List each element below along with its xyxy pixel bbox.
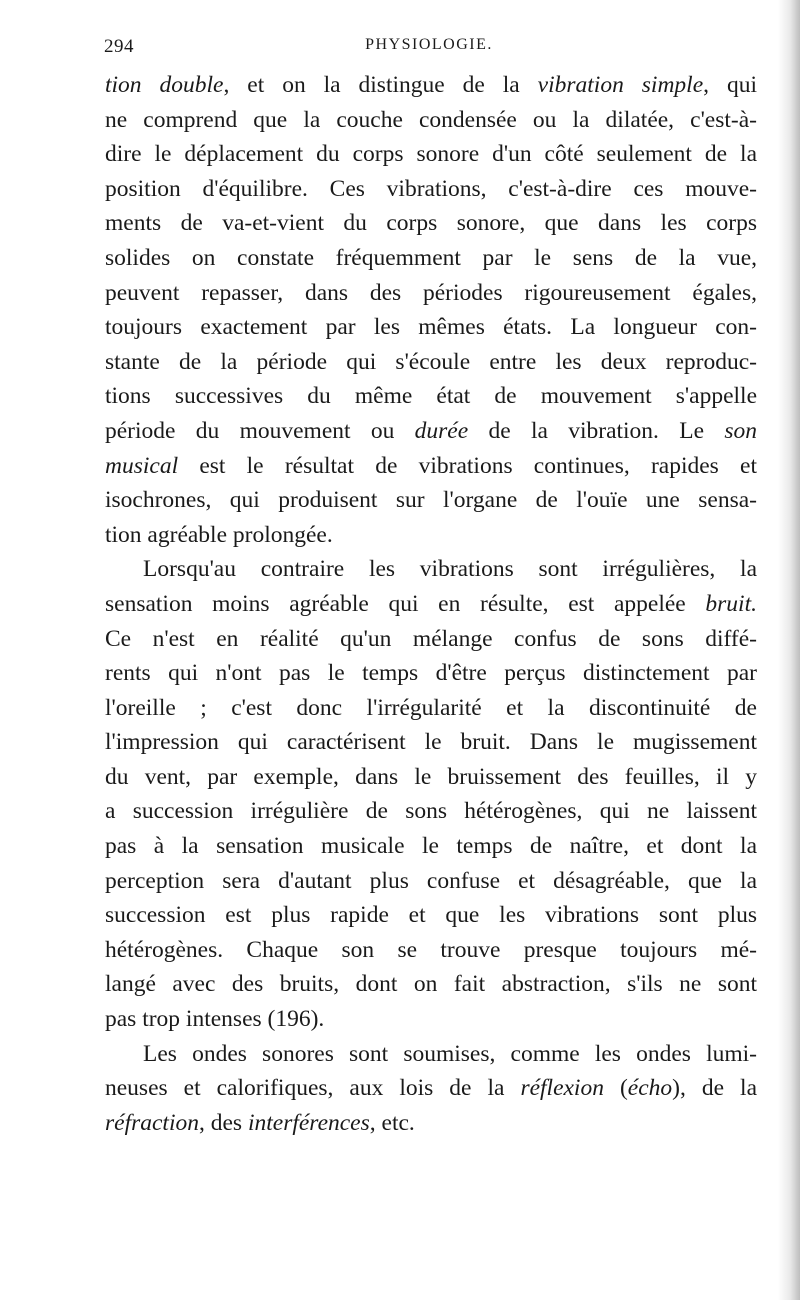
text-run: ), de la xyxy=(672,1075,757,1102)
text-run: isochrones, qui produisent sur l'organe de l'ouïe une sensa- xyxy=(105,487,757,514)
text-run: est le résultat de vibrations continues, rapides et xyxy=(178,452,757,479)
text-line xyxy=(105,483,757,518)
text-line xyxy=(105,829,757,864)
running-title: PHYSIOLOGIE. xyxy=(365,36,493,53)
text-line xyxy=(105,725,757,760)
text-run: Les ondes sonores sont soumises, comme les ondes lumi- xyxy=(143,1040,757,1067)
text-run: sensation moins agréable qui en résulte, est appelée xyxy=(105,590,706,617)
page-header xyxy=(104,36,754,62)
text-run: de la vibration. Le xyxy=(468,417,725,444)
text-run: ne comprend que la couche condensée ou la dilatée, c'est-à- xyxy=(105,106,757,133)
text-run: tion agréable prolongée. xyxy=(105,521,333,548)
text-line xyxy=(105,933,757,968)
text-line xyxy=(105,414,757,449)
text-run: neuses et calorifiques, aux lois de la xyxy=(105,1075,521,1102)
text-line xyxy=(105,345,757,380)
text-run: dire le déplacement du corps sonore d'un côté seulement de la xyxy=(105,141,757,168)
italic-term: tion double xyxy=(105,72,224,98)
italic-term: musical xyxy=(105,452,179,479)
text-run: ( xyxy=(603,1075,628,1102)
text-line xyxy=(105,552,757,587)
italic-term: interférences xyxy=(247,1109,370,1136)
paragraph-p3 xyxy=(105,1037,757,1141)
text-line xyxy=(105,1106,757,1141)
body-text xyxy=(105,68,757,1140)
paragraph-p1 xyxy=(105,68,757,552)
text-run: pas à la sensation musicale le temps de naître, et dont la xyxy=(105,833,757,860)
paragraph-p2 xyxy=(105,552,757,1036)
text-run: toujours exactement par les mêmes états. La longueur con- xyxy=(105,314,757,341)
text-run: a succession irrégulière de sons hétérogènes, qui ne laissent xyxy=(105,798,757,825)
text-line xyxy=(105,1002,757,1037)
text-run: du vent, par exemple, dans le bruissement des feuilles, il y xyxy=(105,763,757,790)
text-run: perception sera d'autant plus confuse et désagréable, que la xyxy=(105,867,757,894)
text-line xyxy=(105,518,757,553)
text-line xyxy=(105,1071,757,1106)
text-run: l'impression qui caractérisent le bruit. Dans le mugissement xyxy=(105,729,757,756)
italic-term: bruit. xyxy=(705,590,757,617)
text-line xyxy=(105,864,757,899)
text-run: , et on la distingue de la xyxy=(223,72,538,98)
italic-term: réfraction xyxy=(105,1109,199,1136)
text-run: Lorsqu'au contraire les vibrations sont irrégulières, la xyxy=(143,556,757,583)
text-run: position d'équilibre. Ces vibrations, c'est-à-dire ces mouve- xyxy=(105,175,757,202)
text-line xyxy=(105,103,757,138)
page-number: 294 xyxy=(104,36,134,57)
text-line xyxy=(105,449,757,484)
text-run: peuvent repasser, dans des périodes rigoureusement égales, xyxy=(105,279,757,306)
text-line xyxy=(105,276,757,311)
text-line xyxy=(105,137,757,172)
text-run: langé avec des bruits, dont on fait abstraction, s'ils ne sont xyxy=(105,971,757,998)
text-run: solides on constate fréquemment par le sens de la vue, xyxy=(105,244,757,271)
text-line xyxy=(105,760,757,795)
italic-term: écho xyxy=(627,1075,673,1102)
text-run: , qui xyxy=(703,72,757,98)
text-run: rents qui n'ont pas le temps d'être perçus distinctement par xyxy=(105,660,757,687)
text-line xyxy=(105,622,757,657)
text-line xyxy=(105,241,757,276)
text-line xyxy=(105,68,757,103)
text-line xyxy=(105,656,757,691)
text-run: succession est plus rapide et que les vibrations sont plus xyxy=(105,902,757,929)
italic-term: son xyxy=(724,417,757,444)
text-line xyxy=(105,206,757,241)
text-run: l'oreille ; c'est donc l'irrégularité et la discontinuité de xyxy=(105,694,757,721)
text-run: tions successives du même état de mouvement s'appelle xyxy=(105,383,757,410)
text-line xyxy=(105,898,757,933)
italic-term: vibration simple xyxy=(537,72,704,98)
text-line xyxy=(105,691,757,726)
text-run: pas trop intenses (196). xyxy=(105,1006,325,1033)
text-line xyxy=(105,379,757,414)
text-line xyxy=(105,172,757,207)
italic-term: réflexion xyxy=(520,1075,604,1102)
text-run: , des xyxy=(199,1109,248,1136)
text-run: période du mouvement ou xyxy=(105,417,415,444)
text-line xyxy=(105,310,757,345)
text-line xyxy=(105,587,757,622)
text-line xyxy=(105,1037,757,1072)
text-run: stante de la période qui s'écoule entre les deux reproduc- xyxy=(105,348,757,375)
page-edge-shadow xyxy=(778,0,800,1300)
text-run: ments de va-et-vient du corps sonore, que dans les corps xyxy=(105,210,757,237)
text-run: Ce n'est en réalité qu'un mélange confus de sons diffé- xyxy=(105,625,757,652)
text-run: hétérogènes. Chaque son se trouve presque toujours mé- xyxy=(105,936,757,963)
text-run: , etc. xyxy=(369,1109,415,1136)
italic-term: durée xyxy=(414,417,469,444)
text-line xyxy=(105,967,757,1002)
text-line xyxy=(105,794,757,829)
